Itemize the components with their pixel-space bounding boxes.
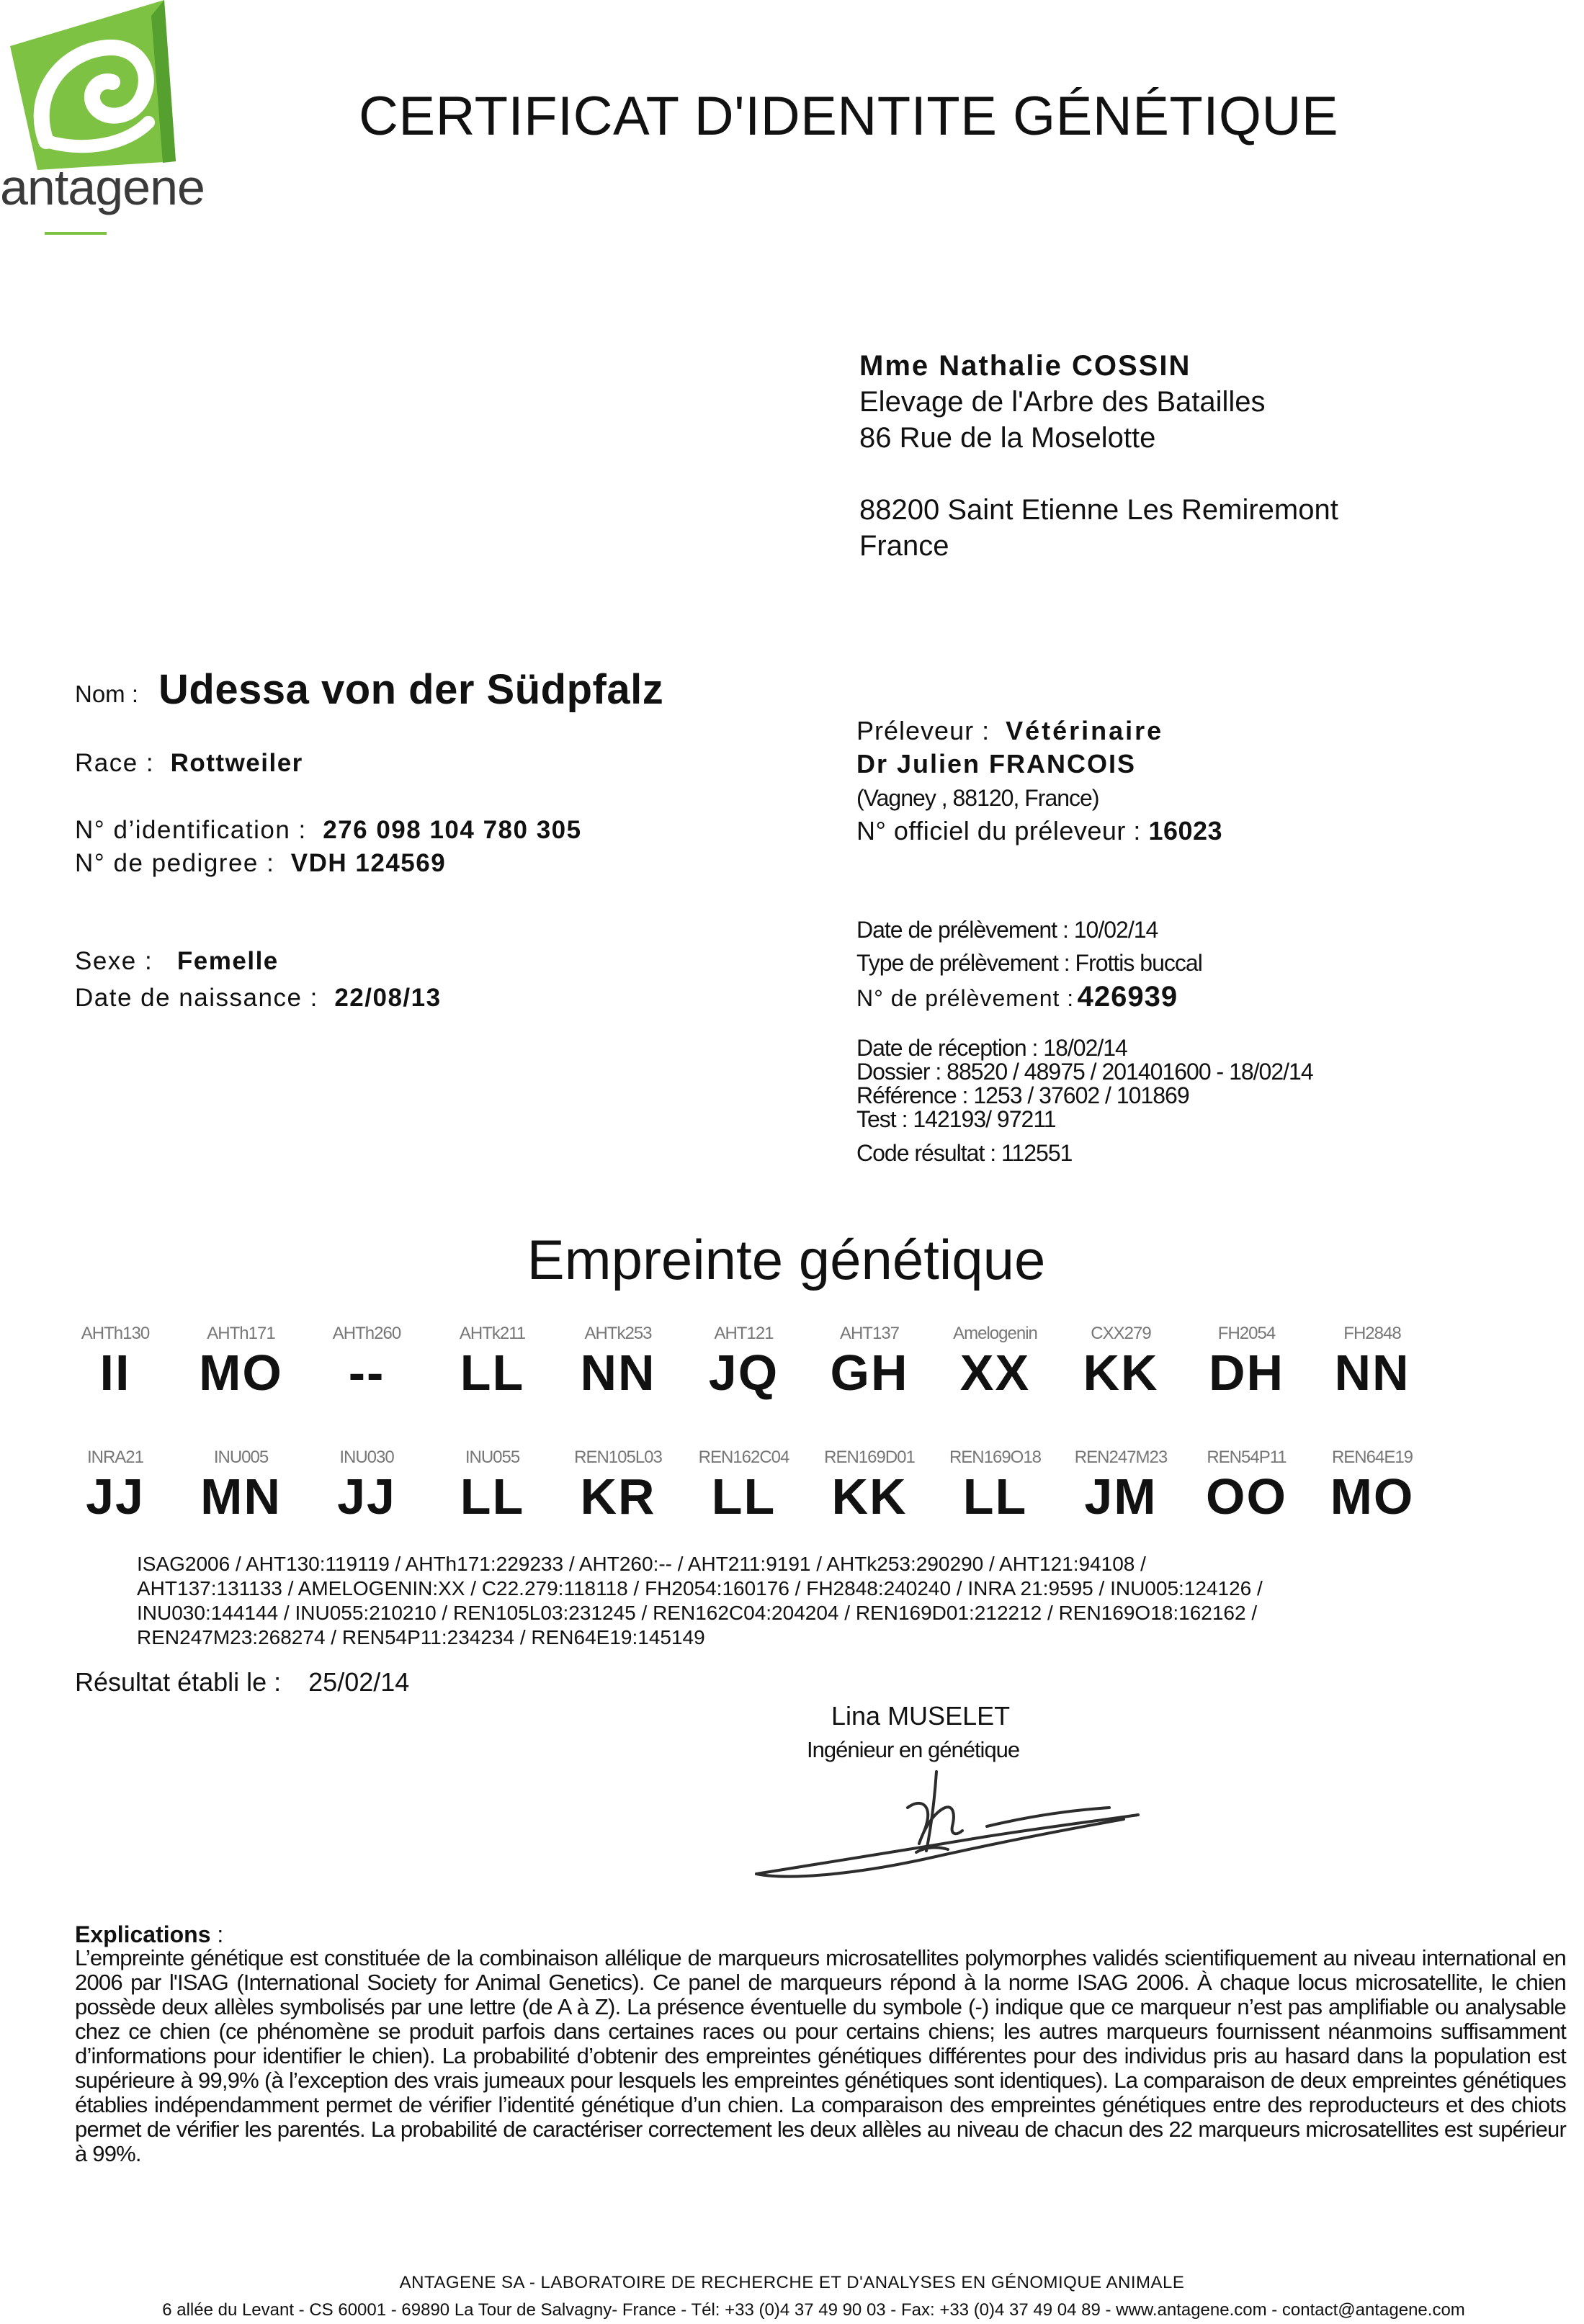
marker-cell xyxy=(50,1324,180,1401)
marker-name: AHTh130 xyxy=(81,1324,150,1343)
logo-underline xyxy=(45,232,107,235)
birthdate-label: Date de naissance : xyxy=(75,984,318,1012)
marker-name: AHT121 xyxy=(714,1324,774,1343)
sexe-value: Femelle xyxy=(176,947,279,975)
sample-type-label: Type de prélèvement : xyxy=(856,950,1070,976)
isag-line: ISAG2006 / AHT130:119119 / AHTh171:229233 / AHT260:-- / AHT211:9191 / AHTk253:290290 / AHT121:94108 / xyxy=(137,1553,1146,1575)
marker-alleles: GH xyxy=(830,1345,909,1401)
marker-cell xyxy=(428,1448,558,1525)
marker-cell xyxy=(805,1448,934,1525)
result-date: 25/02/14 xyxy=(308,1667,410,1697)
marker-cell xyxy=(805,1324,934,1401)
sexe-field xyxy=(75,947,279,976)
marker-name: REN105L03 xyxy=(574,1448,662,1467)
marker-cell xyxy=(1307,1448,1437,1525)
test-code: Test : 142193/ 97211 xyxy=(856,1106,1056,1132)
recipient-address xyxy=(859,348,1338,564)
sampler-official-no: 16023 xyxy=(1148,816,1223,845)
marker-cell xyxy=(176,1448,306,1525)
result-code: Code résultat : 112551 xyxy=(856,1140,1073,1166)
marker-name: REN169O18 xyxy=(949,1448,1042,1467)
marker-alleles: LL xyxy=(711,1468,777,1525)
marker-name: AHT137 xyxy=(839,1324,900,1343)
sampler-field xyxy=(856,716,1163,746)
sampler-official-field xyxy=(856,816,1222,846)
signer-title: Ingénieur en génétique xyxy=(807,1737,1020,1762)
sample-no-field xyxy=(856,981,1178,1013)
pedigree-value: VDH 124569 xyxy=(290,849,447,877)
marker-alleles: II xyxy=(99,1345,131,1401)
marker-alleles: MO xyxy=(1330,1468,1415,1525)
marker-alleles: KR xyxy=(580,1468,656,1525)
marker-name: AHTk253 xyxy=(584,1324,652,1343)
sample-type: Frottis buccal xyxy=(1075,950,1202,976)
marker-alleles: OO xyxy=(1206,1468,1287,1525)
isag-line: INU030:144144 / INU055:210210 / REN105L03:231245 / REN162C04:204204 / REN169D01:212212 / REN169O18:162162 / xyxy=(137,1602,1258,1624)
birthdate-value: 22/08/13 xyxy=(334,984,442,1012)
marker-alleles: LL xyxy=(962,1468,1028,1525)
isag-alleles xyxy=(137,1552,1491,1650)
marker-name: Amelogenin xyxy=(953,1324,1037,1343)
marker-cell xyxy=(553,1448,683,1525)
sampler-name: Dr Julien FRANCOIS xyxy=(856,749,1137,779)
marker-alleles: LL xyxy=(460,1468,525,1525)
marker-alleles: -- xyxy=(348,1345,385,1401)
section-title: Empreinte génétique xyxy=(527,1228,1046,1291)
marker-name: AHTh260 xyxy=(332,1324,401,1343)
marker-name: INU005 xyxy=(213,1448,269,1467)
marker-alleles: KK xyxy=(831,1468,908,1525)
sampler-location: (Vagney , 88120, France) xyxy=(856,785,1099,811)
sample-no-label: N° de prélèvement : xyxy=(856,985,1075,1011)
marker-name: INU055 xyxy=(465,1448,520,1467)
sample-no: 426939 xyxy=(1077,981,1178,1013)
sampler-role: Vétérinaire xyxy=(1006,716,1164,745)
race-value: Rottweiler xyxy=(170,749,303,777)
sampler-official-label: N° officiel du préleveur : xyxy=(856,816,1141,845)
reference: Référence : 1253 / 37602 / 101869 xyxy=(856,1082,1189,1108)
marker-cell xyxy=(50,1448,180,1525)
marker-name: REN64E19 xyxy=(1331,1448,1413,1467)
footer-contact: 6 allée du Levant - CS 60001 - 69890 La Tour de Salvagny- France - Tél: +33 (0)4 37 49 90 03 - Fax: +33 (0)4 37 49 04 89 - www.antagene.com - contact@antagene.com xyxy=(162,2300,1465,2320)
reception-date: Date de réception : 18/02/14 xyxy=(856,1035,1127,1061)
marker-name: INRA21 xyxy=(86,1448,144,1467)
marker-alleles: XX xyxy=(959,1345,1031,1401)
marker-alleles: JM xyxy=(1084,1468,1158,1525)
marker-cell xyxy=(931,1448,1060,1525)
address-line: France xyxy=(859,530,949,562)
footer-company: ANTAGENE SA - LABORATOIRE DE RECHERCHE ET D'ANALYSES EN GÉNOMIQUE ANIMALE xyxy=(399,2273,1185,2292)
explanations-heading: Explications : xyxy=(75,1921,224,1947)
signer-name: Lina MUSELET xyxy=(831,1701,1011,1731)
marker-cell xyxy=(679,1324,809,1401)
marker-alleles: DH xyxy=(1208,1345,1285,1401)
explanations-text: L’empreinte génétique est constituée de la combinaison allélique de marqueurs microsatellites polymorphes validés scientifiquement au niveau international en 2006 par l'ISAG (International Society for Animal Genetics). Ce panel de marqueurs répond à la norme ISAG 2006. À chaque locus microsatellite, le chien possède deux allèles symbolisés par une lettre (de A à Z). La présence éventuelle du symbole (-) indique que ce marqueur n’est pas amplifiable ou analysable chez ce chien (ce phénomène se produit parfois dans certaines races ou pour certains chiens; les autres marqueurs fournissent néanmoins suffisamment d’informations pour identifier le chien). La probabilité d’obtenir des empreintes génétiques différentes pour des individus pris au hasard dans la population est supérieure à 99,9% (à l’exception des vrais jumeaux pour lesquels les empreintes génétiques sont identiques). La comparaison de deux empreintes génétiques établies indépendamment permet de vérifier l’identité génétique d’un chien. La comparaison des empreintes génétiques entre des reproducteurs et des chiots permet de vérifier les parentés. La probabilité de caractériser correctement les deux allèles au niveau de chacun des 22 marqueurs microsatellites est supérieur à 99%. xyxy=(75,1945,1566,2166)
signature xyxy=(749,1757,1153,1901)
marker-cell xyxy=(931,1324,1060,1401)
result-date-field xyxy=(75,1667,409,1697)
marker-name: REN162C04 xyxy=(698,1448,789,1467)
sample-date-label: Date de prélèvement : xyxy=(856,917,1068,943)
marker-alleles: JJ xyxy=(86,1468,145,1525)
marker-name: CXX279 xyxy=(1091,1324,1151,1343)
marker-alleles: NN xyxy=(1334,1345,1410,1401)
marker-name: INU030 xyxy=(339,1448,394,1467)
address-line: 88200 Saint Etienne Les Remiremont xyxy=(859,494,1338,526)
document-title: CERTIFICAT D'IDENTITE GÉNÉTIQUE xyxy=(359,86,1339,147)
address-line: 86 Rue de la Moselotte xyxy=(859,422,1156,454)
marker-cell xyxy=(1056,1324,1186,1401)
dog-name: Udessa von der Südpfalz xyxy=(158,666,664,713)
race-field xyxy=(75,749,303,778)
marker-alleles: NN xyxy=(580,1345,656,1401)
marker-name: AHTh171 xyxy=(207,1324,275,1343)
logo-wordmark: antagene xyxy=(0,159,205,215)
marker-cell xyxy=(1056,1448,1186,1525)
marker-name: REN247M23 xyxy=(1074,1448,1168,1467)
result-date-label: Résultat établi le : xyxy=(75,1667,282,1697)
sample-date-field xyxy=(856,917,1158,943)
race-label: Race : xyxy=(75,749,155,777)
marker-cell xyxy=(176,1324,306,1401)
pedigree-field xyxy=(75,849,446,878)
marker-name: AHTk211 xyxy=(459,1324,526,1343)
dossier: Dossier : 88520 / 48975 / 201401600 - 18/02/14 xyxy=(856,1059,1313,1085)
sample-type-field xyxy=(856,950,1202,977)
marker-alleles: JQ xyxy=(708,1345,779,1401)
birthdate-field xyxy=(75,984,442,1013)
marker-cell xyxy=(302,1324,431,1401)
marker-alleles: JJ xyxy=(337,1468,396,1525)
id-value: 276 098 104 780 305 xyxy=(323,816,582,844)
marker-cell xyxy=(302,1448,431,1525)
marker-alleles: MN xyxy=(200,1468,282,1525)
sampler-label: Préleveur : xyxy=(856,716,990,745)
pedigree-label: N° de pedigree : xyxy=(75,849,275,877)
marker-cell xyxy=(428,1324,558,1401)
isag-line: REN247M23:268274 / REN54P11:234234 / REN64E19:145149 xyxy=(137,1626,705,1648)
recipient-name: Mme Nathalie COSSIN xyxy=(859,350,1191,382)
marker-name: REN169D01 xyxy=(824,1448,915,1467)
marker-name: FH2054 xyxy=(1217,1324,1276,1343)
isag-line: AHT137:131133 / AMELOGENIN:XX / C22.279:118118 / FH2054:160176 / FH2848:240240 / INRA 21:9595 / INU005:124126 / xyxy=(137,1577,1263,1600)
marker-name: REN54P11 xyxy=(1207,1448,1287,1467)
marker-alleles: KK xyxy=(1083,1345,1159,1401)
marker-cell xyxy=(1182,1448,1312,1525)
id-label: N° d’identification : xyxy=(75,816,307,844)
marker-cell xyxy=(1307,1324,1437,1401)
identification-field xyxy=(75,816,582,845)
nom-label: Nom : xyxy=(75,681,139,707)
marker-cell xyxy=(679,1448,809,1525)
marker-cell xyxy=(553,1324,683,1401)
marker-alleles: MO xyxy=(199,1345,283,1401)
address-line: Elevage de l'Arbre des Batailles xyxy=(859,386,1266,418)
marker-cell xyxy=(1182,1324,1312,1401)
sample-date: 10/02/14 xyxy=(1073,917,1158,943)
sexe-label: Sexe : xyxy=(75,947,153,975)
marker-name: FH2848 xyxy=(1343,1324,1401,1343)
marker-alleles: LL xyxy=(460,1345,525,1401)
